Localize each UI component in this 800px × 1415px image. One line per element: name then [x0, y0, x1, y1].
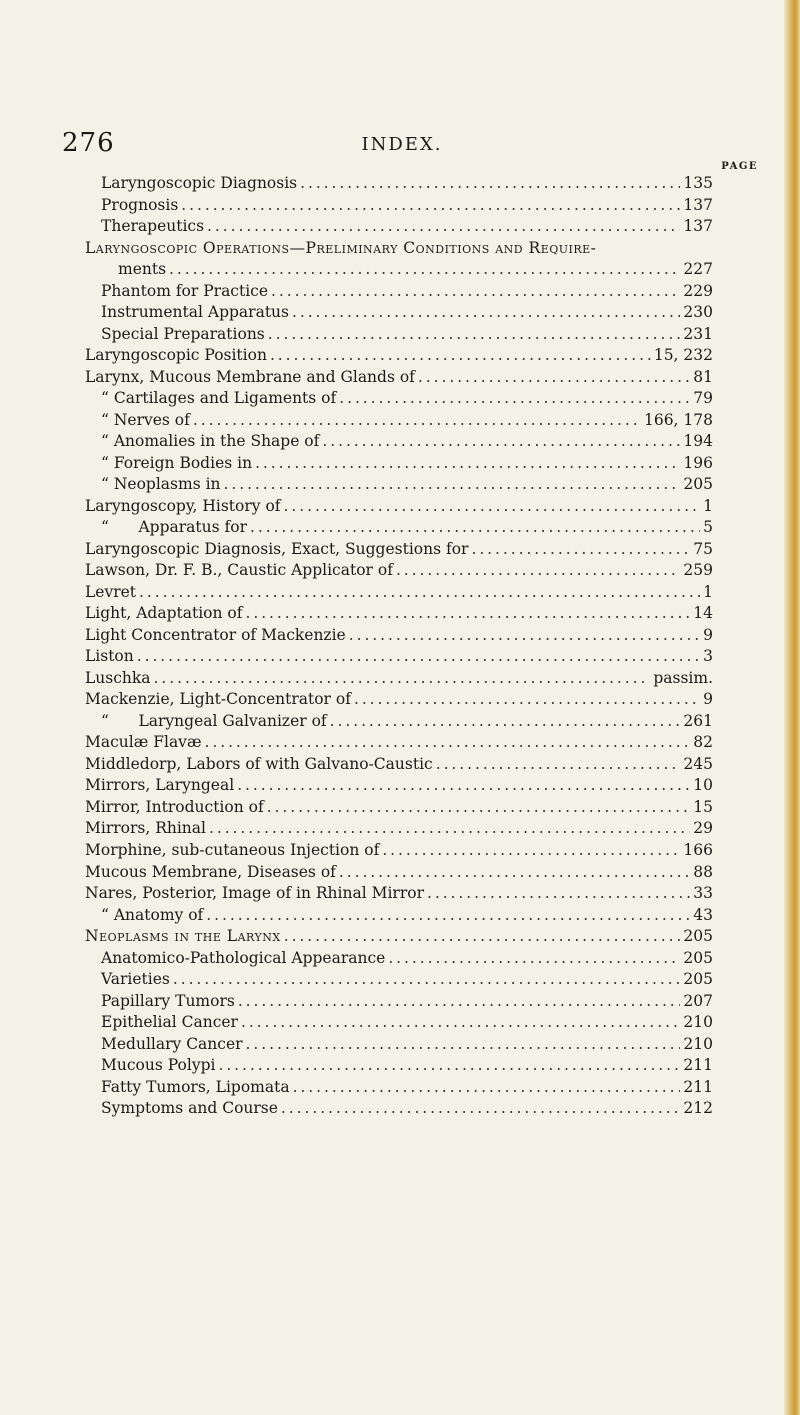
- index-entry: [85, 239, 713, 261]
- entry-term: Mirrors, Rhinal: [85, 819, 206, 838]
- entry-page: 231: [683, 324, 713, 343]
- leader-dots: [396, 561, 680, 579]
- entry-term: Mackenzie, Light-Concentrator of: [85, 690, 351, 709]
- entry-page: 15, 232: [653, 346, 713, 365]
- index-entry: [85, 906, 713, 928]
- index-entry: [85, 1056, 713, 1078]
- leader-dots: [205, 733, 691, 751]
- entry-page: 9: [703, 690, 713, 709]
- entry-page: 210: [683, 1013, 713, 1032]
- leader-dots: [154, 669, 651, 687]
- entry-page: 194: [683, 432, 713, 451]
- entry-page: 245: [683, 754, 713, 773]
- index-entry: [85, 1013, 713, 1035]
- entry-term: “ Nerves of: [101, 410, 190, 429]
- entry-page: 10: [693, 776, 713, 795]
- entry-term: Mucous Membrane, Diseases of: [85, 862, 336, 881]
- index-entry: [85, 411, 713, 433]
- entry-page: 137: [683, 195, 713, 214]
- entry-page: 210: [683, 1034, 713, 1053]
- index-entry: [85, 669, 713, 691]
- index-entry: [85, 561, 713, 583]
- entry-page: 79: [693, 389, 713, 408]
- index-entry: [85, 583, 713, 605]
- entry-term: Laryngoscopic Operations—Preliminary Conditions and Require-: [85, 238, 597, 257]
- leader-dots: [137, 647, 700, 665]
- entry-term: Liston: [85, 647, 134, 666]
- index-entry: [85, 282, 713, 304]
- entry-term: “ Apparatus for: [101, 518, 247, 537]
- entry-term: Luschka: [85, 668, 151, 687]
- entry-page: 259: [683, 561, 713, 580]
- entry-page: 166, 178: [643, 410, 713, 429]
- index-entry: [85, 927, 713, 949]
- leader-dots: [354, 690, 700, 708]
- entry-term: Mirror, Introduction of: [85, 797, 264, 816]
- leader-dots: [388, 949, 680, 967]
- index-entry: [85, 540, 713, 562]
- entry-term: Larynx, Mucous Membrane and Glands of: [85, 367, 415, 386]
- index-entry: [85, 690, 713, 712]
- entry-page: 82: [693, 733, 713, 752]
- index-entry: [85, 497, 713, 519]
- index-entry: [85, 992, 713, 1014]
- index-entry: [85, 1035, 713, 1057]
- leader-dots: [330, 712, 681, 730]
- entry-term: Symptoms and Course: [101, 1099, 278, 1118]
- leader-dots: [339, 389, 690, 407]
- entry-term: Laryngoscopic Diagnosis, Exact, Suggestions for: [85, 539, 469, 558]
- leader-dots: [382, 841, 680, 859]
- entry-page: 135: [683, 174, 713, 192]
- leader-dots: [206, 906, 690, 924]
- entry-term: “ Laryngeal Galvanizer of: [101, 711, 327, 730]
- entry-term: Levret: [85, 582, 137, 601]
- entry-term: Mirrors, Laryngeal: [85, 776, 235, 795]
- entry-page: 9: [703, 625, 713, 644]
- leader-dots: [427, 884, 690, 902]
- leader-dots: [322, 432, 680, 450]
- index-entry: [85, 733, 713, 755]
- index-entry: [85, 970, 713, 992]
- page-column-label: PAGE: [721, 161, 758, 172]
- index-entry: [85, 626, 713, 648]
- index-entry: [85, 346, 713, 368]
- leader-dots: [267, 798, 691, 816]
- leader-dots: [218, 1056, 680, 1074]
- index-entry: [85, 863, 713, 885]
- page-header: [62, 128, 742, 158]
- leader-dots: [169, 260, 680, 278]
- entry-page: 88: [693, 862, 713, 881]
- entry-term: Medullary Cancer: [101, 1034, 243, 1053]
- index-entry: [85, 776, 713, 798]
- index-entry: [85, 325, 713, 347]
- leader-dots: [237, 776, 690, 794]
- leader-dots: [284, 927, 681, 945]
- entry-page: 1: [703, 496, 713, 515]
- index-entry: [85, 196, 713, 218]
- entry-page: 211: [683, 1056, 713, 1075]
- leader-dots: [250, 518, 700, 536]
- leader-dots: [241, 1013, 680, 1031]
- entry-page: 196: [683, 453, 713, 472]
- index-entry: [85, 755, 713, 777]
- leader-dots: [292, 303, 680, 321]
- entry-term: Nares, Posterior, Image of in Rhinal Mirror: [85, 884, 424, 903]
- index-entry: [85, 260, 713, 282]
- leader-dots: [255, 454, 680, 472]
- index-entry: [85, 1078, 713, 1100]
- index-entry: [85, 454, 713, 476]
- index-entry: [85, 841, 713, 863]
- index-entry: [85, 389, 713, 411]
- index-entry: [85, 1099, 713, 1121]
- leader-dots: [246, 1035, 681, 1053]
- leader-dots: [471, 540, 690, 558]
- entry-term: “ Anatomy of: [101, 905, 204, 924]
- leader-dots: [238, 992, 681, 1010]
- entry-term: Laryngoscopic Diagnosis: [101, 174, 298, 192]
- entry-page: passim.: [653, 668, 713, 687]
- entry-term: Epithelial Cancer: [101, 1013, 238, 1032]
- leader-dots: [293, 1078, 681, 1096]
- entry-term: Middledorp, Labors of with Galvano-Caustic: [85, 754, 433, 773]
- entry-term: Fatty Tumors, Lipomata: [101, 1077, 290, 1096]
- entry-page: 261: [683, 711, 713, 730]
- entry-page: 227: [683, 260, 713, 279]
- index-entry: [85, 884, 713, 906]
- leader-dots: [349, 626, 700, 644]
- page-number: 276: [62, 128, 115, 158]
- index-entry: [85, 217, 713, 239]
- entry-page: 5: [703, 518, 713, 537]
- leader-dots: [209, 819, 690, 837]
- leader-dots: [245, 604, 690, 622]
- entry-term: Morphine, sub-cutaneous Injection of: [85, 840, 380, 859]
- index-entry: [85, 798, 713, 820]
- entry-term: Lawson, Dr. F. B., Caustic Applicator of: [85, 561, 393, 580]
- leader-dots: [300, 174, 680, 192]
- entry-page: 212: [683, 1099, 713, 1118]
- index-entry: [85, 647, 713, 669]
- entry-page: 3: [703, 647, 713, 666]
- page-edge: [784, 0, 800, 1415]
- entry-term: “ Cartilages and Ligaments of: [101, 389, 337, 408]
- leader-dots: [339, 863, 690, 881]
- index-entry: [85, 174, 713, 196]
- entry-page: 205: [683, 927, 713, 946]
- entry-page: 166: [683, 840, 713, 859]
- entry-term: Papillary Tumors: [101, 991, 235, 1010]
- entry-term: Neoplasms in the Larynx: [85, 927, 281, 946]
- leader-dots: [173, 970, 681, 988]
- leader-dots: [224, 475, 681, 493]
- entry-page: 211: [683, 1077, 713, 1096]
- leader-dots: [207, 217, 680, 235]
- entry-page: 137: [683, 217, 713, 236]
- running-head: INDEX.: [361, 134, 443, 155]
- entry-term: “ Foreign Bodies in: [101, 453, 253, 472]
- entry-page: 75: [693, 539, 713, 558]
- entry-term: “ Anomalies in the Shape of: [101, 432, 320, 451]
- leader-dots: [281, 1099, 680, 1117]
- index-entry: [85, 303, 713, 325]
- entry-page: 14: [693, 604, 713, 623]
- entry-term: Prognosis: [101, 195, 179, 214]
- entry-term: Instrumental Apparatus: [101, 303, 289, 322]
- entry-term: Special Preparations: [101, 324, 265, 343]
- index-entry: [85, 368, 713, 390]
- entry-term: Laryngoscopy, History of: [85, 496, 281, 515]
- leader-dots: [270, 346, 651, 364]
- entry-page: 15: [693, 797, 713, 816]
- entry-page: 229: [683, 281, 713, 300]
- entry-term: Light Concentrator of Mackenzie: [85, 625, 346, 644]
- entry-term: Maculæ Flavæ: [85, 733, 202, 752]
- entry-term: Anatomico-Pathological Appearance: [101, 948, 386, 967]
- index-entry: [85, 949, 713, 971]
- index-list: [85, 174, 713, 1121]
- leader-dots: [193, 411, 641, 429]
- entry-term: Mucous Polypi: [101, 1056, 216, 1075]
- index-entry: [85, 475, 713, 497]
- entry-term: Laryngoscopic Position: [85, 346, 267, 365]
- entry-page: 205: [683, 475, 713, 494]
- entry-term: “ Neoplasms in: [101, 475, 221, 494]
- leader-dots: [139, 583, 700, 601]
- entry-page: 1: [703, 582, 713, 601]
- leader-dots: [284, 497, 701, 515]
- entry-page: 33: [693, 884, 713, 903]
- entry-page: 230: [683, 303, 713, 322]
- leader-dots: [271, 282, 680, 300]
- entry-page: 205: [683, 948, 713, 967]
- entry-term: Varieties: [101, 970, 170, 989]
- leader-dots: [436, 755, 681, 773]
- entry-term: Phantom for Practice: [101, 281, 269, 300]
- index-entry: [85, 819, 713, 841]
- index-entry: [85, 604, 713, 626]
- index-entry: [85, 518, 713, 540]
- entry-term: Therapeutics: [101, 217, 205, 236]
- leader-dots: [268, 325, 681, 343]
- entry-term: ments: [118, 260, 167, 279]
- entry-page: 29: [693, 819, 713, 838]
- entry-term: Light, Adaptation of: [85, 604, 243, 623]
- entry-page: 205: [683, 970, 713, 989]
- entry-page: 43: [693, 905, 713, 924]
- entry-page: 81: [693, 367, 713, 386]
- entry-page: 207: [683, 991, 713, 1010]
- leader-dots: [418, 368, 690, 386]
- index-entry: [85, 432, 713, 454]
- index-entry: [85, 712, 713, 734]
- leader-dots: [181, 196, 680, 214]
